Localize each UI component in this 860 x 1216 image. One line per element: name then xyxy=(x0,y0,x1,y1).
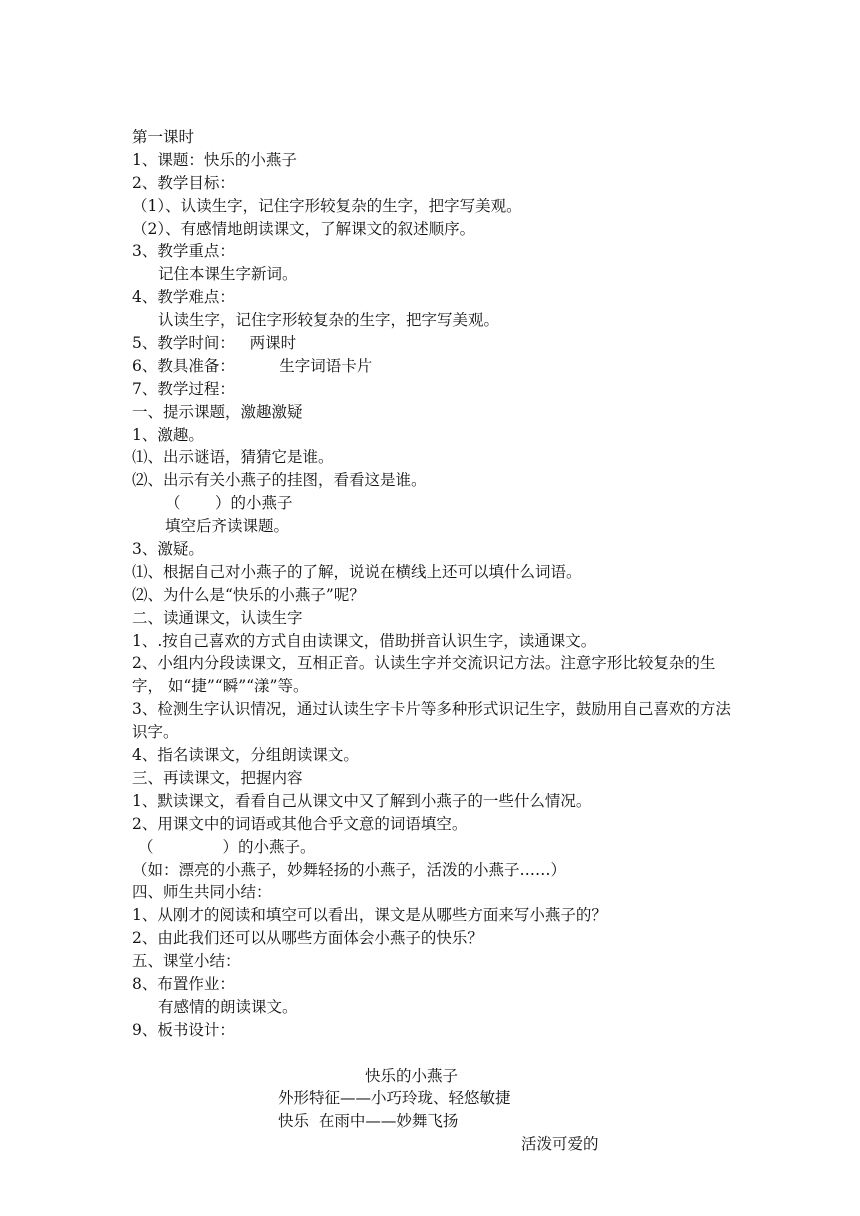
board-line-2 xyxy=(132,1087,732,1154)
section-4-heading: 四、师生共同小结： xyxy=(132,883,272,902)
section-1-subitem-3: ⑴、根据自己对小燕子的了解，说说在横线上还可以填什么词语。 xyxy=(132,562,582,581)
section-4-item-2: 2、由此我们还可以从哪些方面体会小燕子的快乐？ xyxy=(132,929,483,948)
section-1-subitem-4: ⑵、为什么是“快乐的小燕子”呢？ xyxy=(132,585,365,604)
teaching-process-heading: 7、教学过程： xyxy=(132,379,235,398)
board-design-heading: 9、板书设计： xyxy=(132,1020,235,1039)
section-2-item-2: 2、小组内分段读课文，互相正音。认读生字并交流识记方法。注意字形比较复杂的生字， 如“捷”“瞬”“漾”等。 xyxy=(132,654,716,696)
homework-text: 有感情的朗读课文。 xyxy=(158,997,298,1016)
lesson-heading: 第一课时 xyxy=(132,128,195,146)
homework-heading: 8、布置作业： xyxy=(132,975,235,994)
difficulties-text: 认读生字，记住字形较复杂的生字，把字写美观。 xyxy=(158,311,500,330)
section-1-item-3: 3、激疑。 xyxy=(132,540,204,559)
board-title xyxy=(132,1042,732,1085)
lesson-topic: 1、课题：快乐的小燕子 xyxy=(132,150,297,169)
teaching-aids: 6、教具准备： 生字词语卡片 xyxy=(132,356,373,375)
section-2-item-4: 4、指名读课文，分组朗读课文。 xyxy=(132,746,359,765)
teaching-goals-heading: 2、教学目标： xyxy=(132,173,235,192)
lesson-plan-body xyxy=(132,126,732,1154)
section-2-item-3: 3、检测生字认识情况，通过认读生字卡片等多种形式识记生字，鼓励用自己喜欢的方法识字。 xyxy=(132,700,731,742)
board-line-1 xyxy=(132,1065,732,1108)
board-line-2-left: 快乐 在雨中——妙舞飞扬 xyxy=(278,1112,459,1131)
teaching-goal-1: （1）、认读生字，记住字形较复杂的生字，把字写美观。 xyxy=(132,196,522,215)
section-3-item-2: 2、用课文中的词语或其他合乎文意的词语填空。 xyxy=(132,814,468,833)
section-2-heading: 二、读通课文，认读生字 xyxy=(132,608,303,627)
board-title-text: 快乐的小燕子 xyxy=(365,1066,459,1085)
fill-blank-line: （ ）的小燕子。 xyxy=(138,837,316,856)
section-1-heading: 一、提示课题，激趣激疑 xyxy=(132,402,303,421)
section-3-item-1: 1、默读课文，看看自己从课文中又了解到小燕子的一些什么情况。 xyxy=(132,791,592,810)
teaching-goal-2: （2）、有感情地朗读课文，了解课文的叙述顺序。 xyxy=(132,219,476,238)
key-points-heading: 3、教学重点： xyxy=(132,242,235,261)
section-5-heading: 五、课堂小结： xyxy=(132,952,241,971)
section-1-item-1: 1、激趣。 xyxy=(132,425,204,444)
key-points-text: 记住本课生字新词。 xyxy=(158,265,298,284)
section-2-item-1: 1、.按自己喜欢的方式自由读课文，借助拼音认识生字，读通课文。 xyxy=(132,631,597,650)
section-1-subitem-1: ⑴、出示谜语，猜猜它是谁。 xyxy=(132,448,334,467)
board-line-1-text: 外形特征——小巧玲珑、轻悠敏捷 xyxy=(278,1089,511,1108)
read-title-instruction: 填空后齐读课题。 xyxy=(165,517,290,536)
fill-blank-examples: （如：漂亮的小燕子，妙舞轻扬的小燕子，活泼的小燕子……） xyxy=(132,860,567,879)
section-3-heading: 三、再读课文，把握内容 xyxy=(132,769,303,787)
teaching-time: 5、教学时间： 两课时 xyxy=(132,334,297,353)
section-4-item-1: 1、从刚才的阅读和填空可以看出，课文是从哪些方面来写小燕子的？ xyxy=(132,906,607,925)
difficulties-heading: 4、教学难点： xyxy=(132,288,235,307)
section-1-subitem-2: ⑵、出示有关小燕子的挂图，看看这是谁。 xyxy=(132,471,427,490)
fill-blank-title: （ ）的小燕子 xyxy=(165,494,293,513)
board-line-2-right: 活泼可爱的 xyxy=(521,1135,599,1154)
